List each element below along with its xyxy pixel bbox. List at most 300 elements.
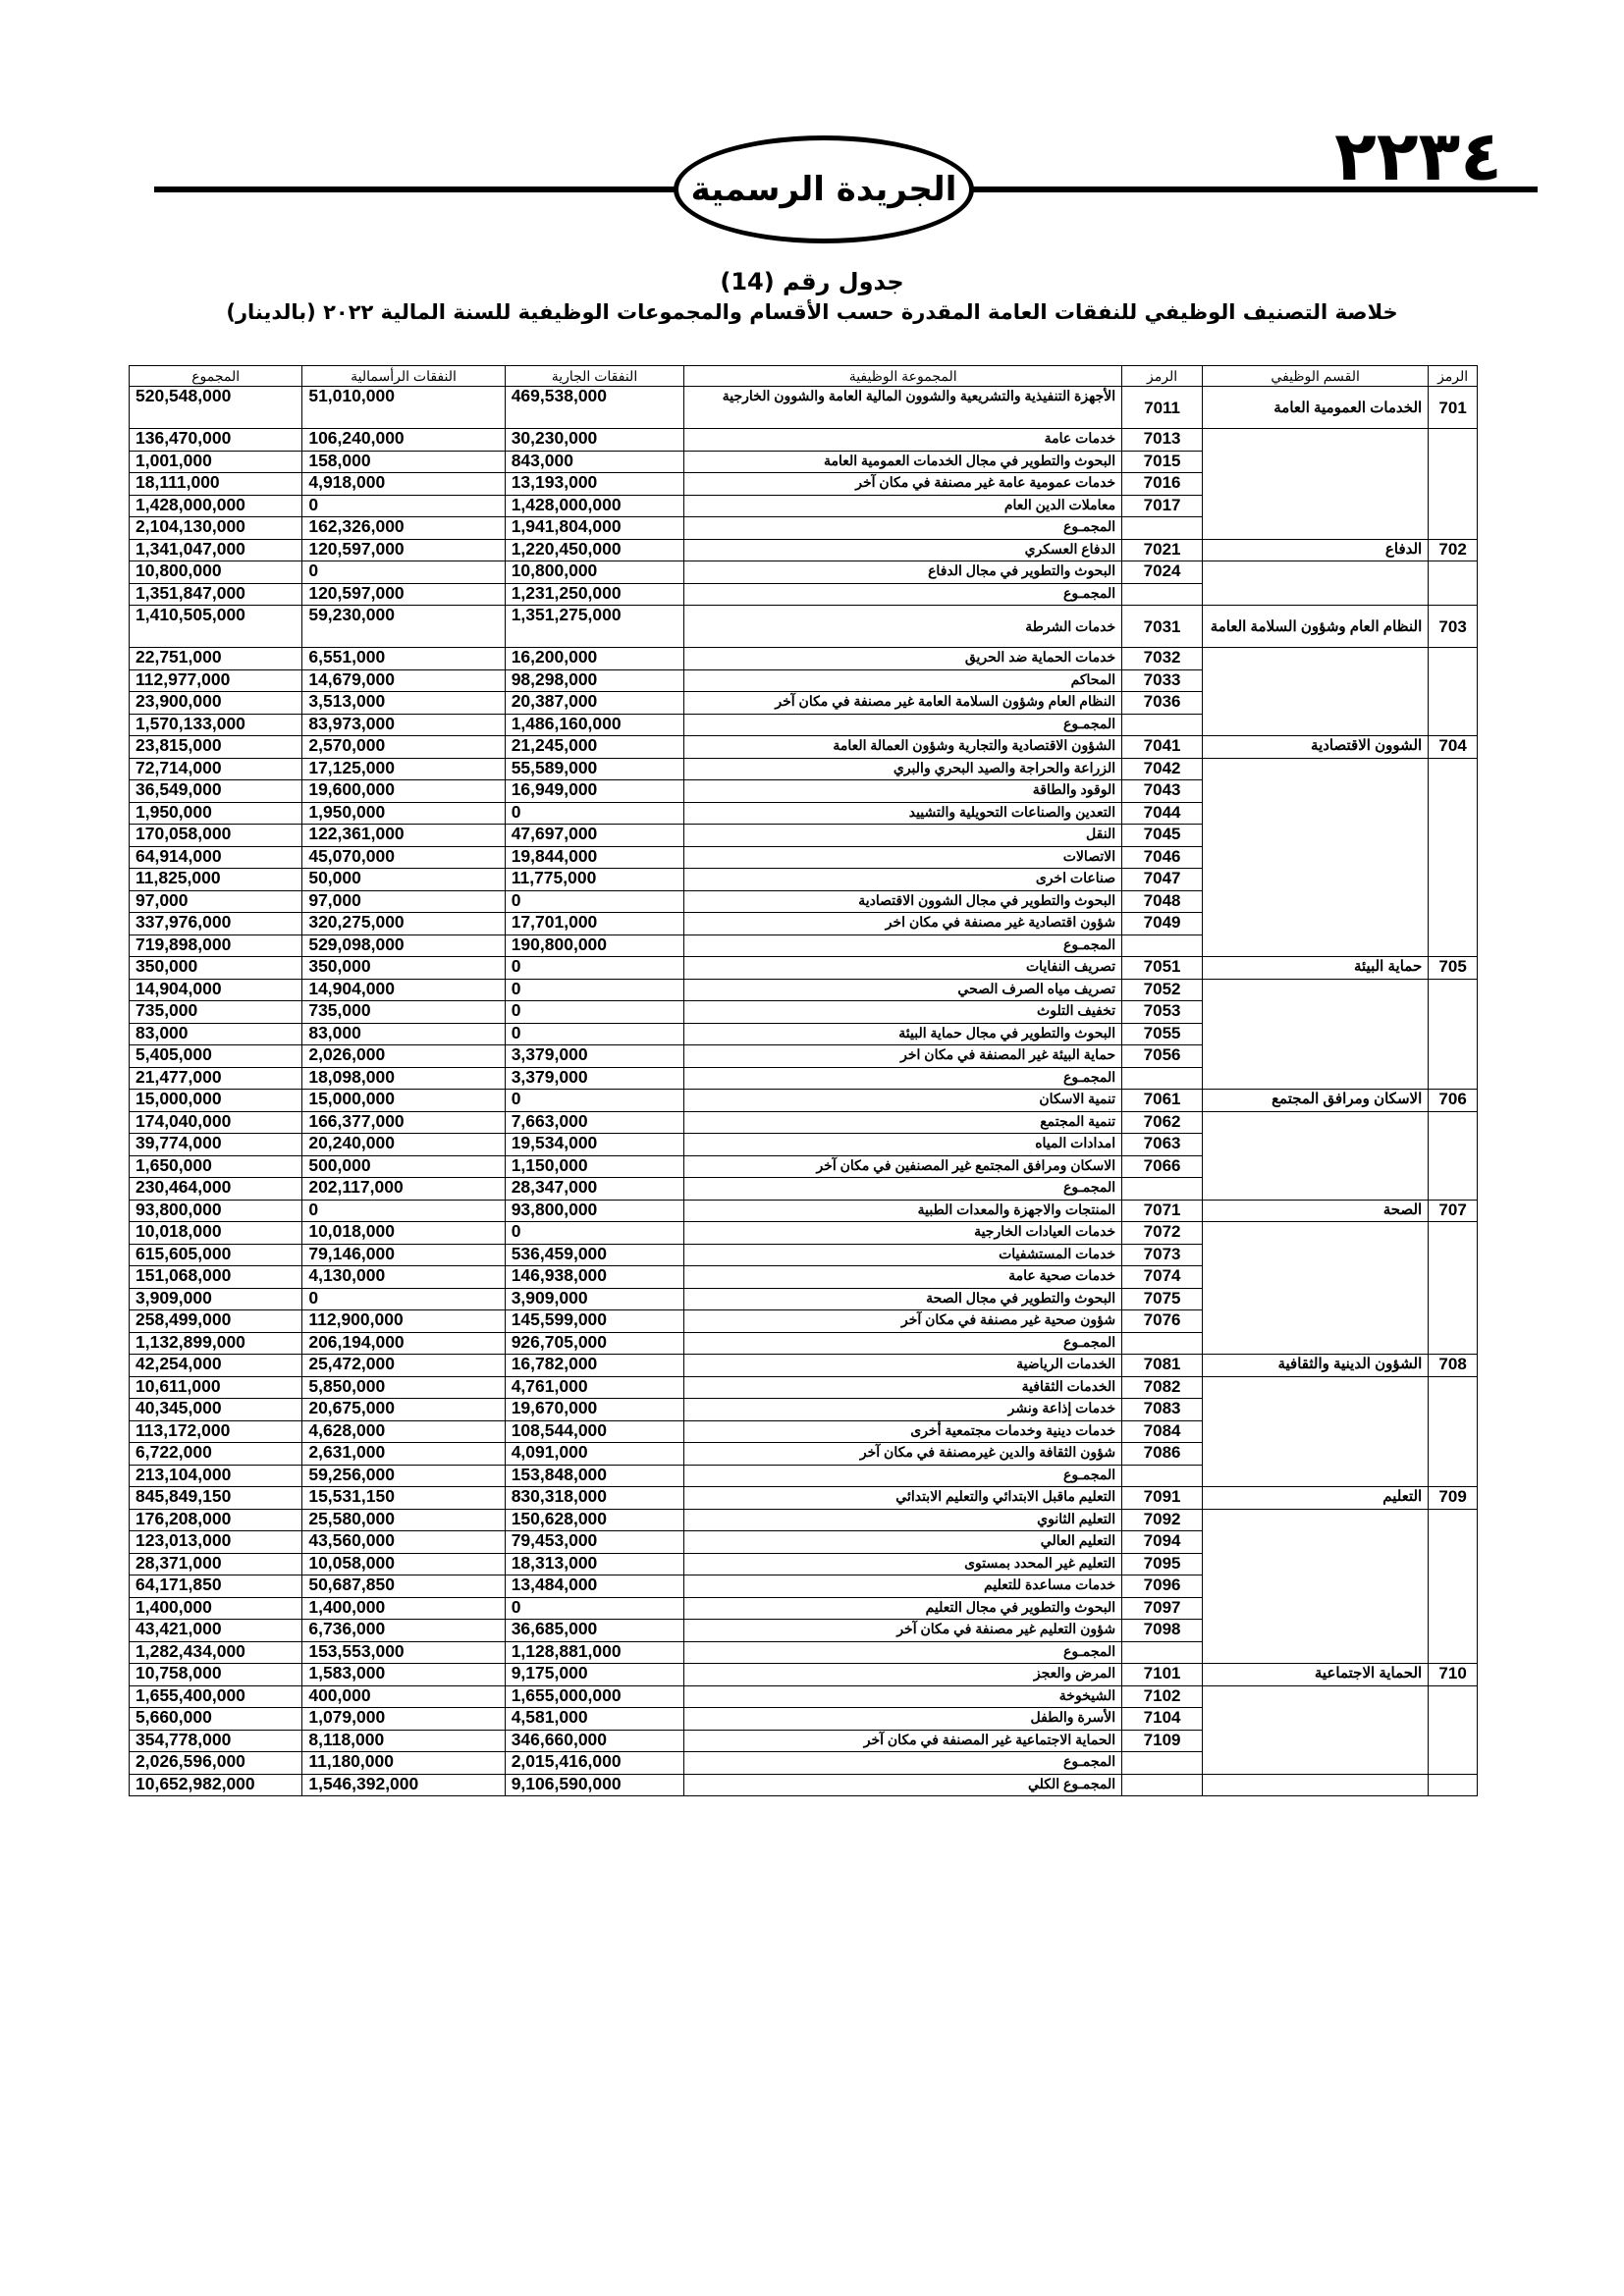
table-row	[130, 1509, 1478, 1531]
group-code: 7076	[1122, 1310, 1203, 1333]
current-value: 146,938,000	[505, 1266, 684, 1289]
table-number: جدول رقم (14)	[720, 268, 904, 295]
current-value: 55,589,000	[505, 758, 684, 780]
section-code-blank	[1429, 1774, 1478, 1796]
group-code: 7062	[1122, 1111, 1203, 1134]
capital-value: 79,146,000	[302, 1244, 505, 1266]
section-code-blank	[1429, 780, 1478, 803]
section-name-blank	[1203, 1399, 1429, 1421]
section-code-blank	[1429, 1067, 1478, 1090]
group-name: التعليم غير المحدد بمستوى	[684, 1553, 1122, 1575]
section-name-blank	[1203, 1685, 1429, 1708]
capital-value: 0	[302, 495, 505, 517]
subtotal-label: المجمـوع	[684, 714, 1122, 736]
subtotal-label: المجمـوع	[684, 1178, 1122, 1201]
section-name-blank	[1203, 714, 1429, 736]
section-name-blank	[1203, 869, 1429, 891]
total-value: 337,976,000	[130, 913, 302, 935]
current-value: 0	[505, 802, 684, 825]
section-code-blank	[1429, 583, 1478, 606]
group-code-blank	[1122, 1752, 1203, 1775]
subtotal-row	[130, 1641, 1478, 1664]
capital-value: 10,058,000	[302, 1553, 505, 1575]
group-name: خدمات العيادات الخارجية	[684, 1222, 1122, 1245]
subtotal-current: 190,800,000	[505, 934, 684, 957]
section-code-blank	[1429, 1266, 1478, 1289]
header-current: النفقات الجارية	[505, 366, 684, 387]
group-name: النظام العام وشؤون السلامة العامة غير مصنفة في مكان آخر	[684, 692, 1122, 715]
table-row	[130, 1708, 1478, 1731]
capital-value: 120,597,000	[302, 539, 505, 561]
current-value: 17,701,000	[505, 913, 684, 935]
group-name: البحوث والتطوير في مجال حماية البيئة	[684, 1023, 1122, 1045]
capital-value: 51,010,000	[302, 387, 505, 429]
subtotal-current: 1,128,881,000	[505, 1641, 684, 1664]
group-code: 7043	[1122, 780, 1203, 803]
section-code-blank	[1429, 1332, 1478, 1355]
subtotal-label: المجمـوع	[684, 1067, 1122, 1090]
current-value: 98,298,000	[505, 669, 684, 692]
section-code-blank	[1429, 1531, 1478, 1554]
group-name: الأسرة والطفل	[684, 1708, 1122, 1731]
group-code: 7071	[1122, 1200, 1203, 1222]
section-code: 709	[1429, 1487, 1478, 1510]
total-value: 1,341,047,000	[130, 539, 302, 561]
capital-value: 97,000	[302, 890, 505, 913]
section-name-blank	[1203, 1111, 1429, 1134]
group-name: المحاكم	[684, 669, 1122, 692]
section-name-blank	[1203, 913, 1429, 935]
section-code-blank	[1429, 1288, 1478, 1310]
section-name-blank	[1203, 1443, 1429, 1466]
group-name: خدمات إذاعة ونشر	[684, 1399, 1122, 1421]
capital-value: 350,000	[302, 957, 505, 980]
capital-value: 1,950,000	[302, 802, 505, 825]
subtotal-row	[130, 517, 1478, 540]
total-value: 174,040,000	[130, 1111, 302, 1134]
capital-value: 2,631,000	[302, 1443, 505, 1466]
section-name: الشوون الاقتصادية	[1203, 736, 1429, 759]
group-name: التعليم العالي	[684, 1531, 1122, 1554]
capital-value: 6,736,000	[302, 1620, 505, 1642]
section-name-blank	[1203, 692, 1429, 715]
current-value: 20,387,000	[505, 692, 684, 715]
group-name: النقل	[684, 825, 1122, 847]
section-name-blank	[1203, 1155, 1429, 1178]
current-value: 1,655,000,000	[505, 1685, 684, 1708]
section-name: الصحة	[1203, 1200, 1429, 1222]
table-row	[130, 539, 1478, 561]
page-number: ٢٢٣٤	[1334, 116, 1502, 196]
table-row	[130, 692, 1478, 715]
capital-value: 10,018,000	[302, 1222, 505, 1245]
subtotal-current: 3,379,000	[505, 1067, 684, 1090]
subtotal-total: 2,104,130,000	[130, 517, 302, 540]
group-code: 7053	[1122, 1001, 1203, 1024]
group-code: 7021	[1122, 539, 1203, 561]
section-name-blank	[1203, 495, 1429, 517]
table-row	[130, 451, 1478, 473]
group-name: الوقود والطاقة	[684, 780, 1122, 803]
group-code: 7091	[1122, 1487, 1203, 1510]
capital-value: 0	[302, 561, 505, 584]
subtotal-capital: 11,180,000	[302, 1752, 505, 1775]
current-value: 145,599,000	[505, 1310, 684, 1333]
section-code-blank	[1429, 473, 1478, 496]
group-code: 7046	[1122, 846, 1203, 869]
group-code-blank	[1122, 1774, 1203, 1796]
section-name-blank	[1203, 1067, 1429, 1090]
section-code-blank	[1429, 1685, 1478, 1708]
table-row	[130, 1730, 1478, 1752]
current-value: 536,459,000	[505, 1244, 684, 1266]
current-value: 18,313,000	[505, 1553, 684, 1575]
section-name-blank	[1203, 1420, 1429, 1443]
group-name: البحوث والتطوير في مجال التعليم	[684, 1597, 1122, 1620]
current-value: 47,697,000	[505, 825, 684, 847]
section-code-blank	[1429, 758, 1478, 780]
total-value: 1,655,400,000	[130, 1685, 302, 1708]
subtotal-capital: 153,553,000	[302, 1641, 505, 1664]
table-row	[130, 1045, 1478, 1068]
total-value: 97,000	[130, 890, 302, 913]
group-name: تنمية المجتمع	[684, 1111, 1122, 1134]
current-value: 0	[505, 979, 684, 1001]
section-code-blank	[1429, 1641, 1478, 1664]
current-value: 108,544,000	[505, 1420, 684, 1443]
section-name-blank	[1203, 429, 1429, 452]
group-name: معاملات الدين العام	[684, 495, 1122, 517]
capital-value: 400,000	[302, 1685, 505, 1708]
total-value: 10,758,000	[130, 1664, 302, 1686]
group-code: 7086	[1122, 1443, 1203, 1466]
total-value: 3,909,000	[130, 1288, 302, 1310]
group-name: صناعات اخرى	[684, 869, 1122, 891]
grand-total-total: 10,652,982,000	[130, 1774, 302, 1796]
total-value: 615,605,000	[130, 1244, 302, 1266]
table-row	[130, 890, 1478, 913]
current-value: 1,150,000	[505, 1155, 684, 1178]
section-name-blank	[1203, 825, 1429, 847]
table-row	[130, 473, 1478, 496]
grand-total-capital: 1,546,392,000	[302, 1774, 505, 1796]
current-value: 4,581,000	[505, 1708, 684, 1731]
group-code: 7049	[1122, 913, 1203, 935]
group-code: 7051	[1122, 957, 1203, 980]
total-value: 176,208,000	[130, 1509, 302, 1531]
section-name: التعليم	[1203, 1487, 1429, 1510]
subtotal-current: 1,941,804,000	[505, 517, 684, 540]
header-rule-left	[154, 187, 684, 192]
table-row	[130, 495, 1478, 517]
gazette-title-oval	[674, 135, 974, 243]
capital-value: 5,850,000	[302, 1376, 505, 1399]
table-row	[130, 1376, 1478, 1399]
subtotal-capital: 18,098,000	[302, 1067, 505, 1090]
group-name: خدمات المستشفيات	[684, 1244, 1122, 1266]
total-value: 123,013,000	[130, 1531, 302, 1554]
table-row	[130, 1222, 1478, 1245]
section-code-blank	[1429, 1420, 1478, 1443]
subtotal-capital: 83,973,000	[302, 714, 505, 736]
section-code-blank	[1429, 1730, 1478, 1752]
group-name: الخدمات الرياضية	[684, 1355, 1122, 1377]
group-code: 7016	[1122, 473, 1203, 496]
group-name: التعليم الثانوي	[684, 1509, 1122, 1531]
expenditure-table	[129, 365, 1478, 1796]
subtotal-label: المجمـوع	[684, 1752, 1122, 1775]
current-value: 3,379,000	[505, 1045, 684, 1068]
section-name-blank	[1203, 1620, 1429, 1642]
current-value: 13,193,000	[505, 473, 684, 496]
table-row	[130, 758, 1478, 780]
total-value: 23,815,000	[130, 736, 302, 759]
section-code-blank	[1429, 1465, 1478, 1487]
group-name: الشيخوخة	[684, 1685, 1122, 1708]
current-value: 346,660,000	[505, 1730, 684, 1752]
total-value: 15,000,000	[130, 1090, 302, 1112]
capital-value: 43,560,000	[302, 1531, 505, 1554]
current-value: 36,685,000	[505, 1620, 684, 1642]
capital-value: 1,400,000	[302, 1597, 505, 1620]
group-name: الأجهزة التنفيذية والتشريعية والشوون المالية العامة والشوون الخارجية	[684, 387, 1122, 429]
table-row	[130, 846, 1478, 869]
header-capital: النفقات الرأسمالية	[302, 366, 505, 387]
capital-value: 0	[302, 1200, 505, 1222]
subtotal-total: 1,351,847,000	[130, 583, 302, 606]
table-row	[130, 1090, 1478, 1112]
section-name-blank	[1203, 561, 1429, 584]
section-code-blank	[1429, 495, 1478, 517]
subtotal-row	[130, 1465, 1478, 1487]
group-name: البحوث والتطوير في مجال الدفاع	[684, 561, 1122, 584]
total-value: 1,428,000,000	[130, 495, 302, 517]
capital-value: 2,570,000	[302, 736, 505, 759]
current-value: 93,800,000	[505, 1200, 684, 1222]
section-code-blank	[1429, 1134, 1478, 1156]
capital-value: 50,687,850	[302, 1575, 505, 1598]
subtotal-row	[130, 934, 1478, 957]
table-row	[130, 1597, 1478, 1620]
section-code-blank	[1429, 825, 1478, 847]
current-value: 4,761,000	[505, 1376, 684, 1399]
total-value: 1,410,505,000	[130, 606, 302, 648]
table-caption: خلاصة التصنيف الوظيفي للنفقات العامة المقدرة حسب الأقسام والمجموعات الوظيفية للسنة المالية ٢٠٢٢ (بالدينار)	[226, 300, 1398, 324]
subtotal-capital: 120,597,000	[302, 583, 505, 606]
current-value: 9,175,000	[505, 1664, 684, 1686]
current-value: 1,428,000,000	[505, 495, 684, 517]
current-value: 3,909,000	[505, 1288, 684, 1310]
group-code: 7101	[1122, 1664, 1203, 1686]
capital-value: 2,026,000	[302, 1045, 505, 1068]
total-value: 22,751,000	[130, 648, 302, 670]
table-row	[130, 1310, 1478, 1333]
total-value: 113,172,000	[130, 1420, 302, 1443]
grand-total-label: المجمـوع الكلي	[684, 1774, 1122, 1796]
current-value: 7,663,000	[505, 1111, 684, 1134]
group-name: البحوث والتطوير في مجال الصحة	[684, 1288, 1122, 1310]
section-code: 706	[1429, 1090, 1478, 1112]
section-name-blank	[1203, 1288, 1429, 1310]
group-code: 7083	[1122, 1399, 1203, 1421]
table-row	[130, 1443, 1478, 1466]
subtotal-total: 21,477,000	[130, 1067, 302, 1090]
total-value: 1,950,000	[130, 802, 302, 825]
section-name-blank	[1203, 1465, 1429, 1487]
section-name-blank	[1203, 1708, 1429, 1731]
total-value: 1,001,000	[130, 451, 302, 473]
group-name: شؤون صحية غير مصنفة في مكان آخر	[684, 1310, 1122, 1333]
group-code: 7045	[1122, 825, 1203, 847]
section-code-blank	[1429, 1708, 1478, 1731]
total-value: 112,977,000	[130, 669, 302, 692]
total-value: 151,068,000	[130, 1266, 302, 1289]
capital-value: 320,275,000	[302, 913, 505, 935]
section-code-blank	[1429, 1244, 1478, 1266]
current-value: 4,091,000	[505, 1443, 684, 1466]
table-row	[130, 979, 1478, 1001]
group-code: 7031	[1122, 606, 1203, 648]
total-value: 40,345,000	[130, 1399, 302, 1421]
subtotal-row	[130, 1067, 1478, 1090]
group-name: الاتصالات	[684, 846, 1122, 869]
section-code-blank	[1429, 890, 1478, 913]
total-value: 36,549,000	[130, 780, 302, 803]
table-row	[130, 1111, 1478, 1134]
current-value: 10,800,000	[505, 561, 684, 584]
section-name-blank	[1203, 1752, 1429, 1775]
current-value: 469,538,000	[505, 387, 684, 429]
section-code-blank	[1429, 669, 1478, 692]
total-value: 10,800,000	[130, 561, 302, 584]
current-value: 11,775,000	[505, 869, 684, 891]
group-name: الحماية الاجتماعية غير المصنفة في مكان آخر	[684, 1730, 1122, 1752]
section-code-blank	[1429, 1553, 1478, 1575]
subtotal-capital: 202,117,000	[302, 1178, 505, 1201]
table-row	[130, 1134, 1478, 1156]
table-row	[130, 648, 1478, 670]
current-value: 79,453,000	[505, 1531, 684, 1554]
subtotal-total: 2,026,596,000	[130, 1752, 302, 1775]
total-value: 42,254,000	[130, 1355, 302, 1377]
section-code-blank	[1429, 1752, 1478, 1775]
subtotal-row	[130, 1752, 1478, 1775]
current-value: 0	[505, 1597, 684, 1620]
table-row	[130, 1355, 1478, 1377]
current-value: 150,628,000	[505, 1509, 684, 1531]
group-code: 7041	[1122, 736, 1203, 759]
gazette-title: الجريدة الرسمية	[690, 170, 957, 209]
total-value: 735,000	[130, 1001, 302, 1024]
total-value: 23,900,000	[130, 692, 302, 715]
capital-value: 0	[302, 1288, 505, 1310]
total-value: 170,058,000	[130, 825, 302, 847]
section-code-blank	[1429, 1509, 1478, 1531]
total-value: 43,421,000	[130, 1620, 302, 1642]
grand-total-current: 9,106,590,000	[505, 1774, 684, 1796]
capital-value: 112,900,000	[302, 1310, 505, 1333]
subtotal-label: المجمـوع	[684, 934, 1122, 957]
current-value: 0	[505, 1222, 684, 1245]
table-row	[130, 1685, 1478, 1708]
section-name-blank	[1203, 517, 1429, 540]
group-name: خدمات عمومية عامة غير مصنفة في مكان آخر	[684, 473, 1122, 496]
section-code-blank	[1429, 979, 1478, 1001]
table-row	[130, 429, 1478, 452]
capital-value: 14,679,000	[302, 669, 505, 692]
capital-value: 4,130,000	[302, 1266, 505, 1289]
section-name-blank	[1203, 1575, 1429, 1598]
total-value: 136,470,000	[130, 429, 302, 452]
total-value: 83,000	[130, 1023, 302, 1045]
current-value: 843,000	[505, 451, 684, 473]
group-name: شؤون الثقافة والدين غيرمصنفة في مكان آخر	[684, 1443, 1122, 1466]
group-code: 7017	[1122, 495, 1203, 517]
capital-value: 4,918,000	[302, 473, 505, 496]
group-code: 7036	[1122, 692, 1203, 715]
current-value: 0	[505, 957, 684, 980]
grand-total-row	[130, 1774, 1478, 1796]
subtotal-current: 1,486,160,000	[505, 714, 684, 736]
section-code-blank	[1429, 846, 1478, 869]
section-name-blank	[1203, 1774, 1429, 1796]
group-code-blank	[1122, 583, 1203, 606]
group-code: 7097	[1122, 1597, 1203, 1620]
section-code-blank	[1429, 1575, 1478, 1598]
group-code: 7048	[1122, 890, 1203, 913]
subtotal-label: المجمـوع	[684, 1641, 1122, 1664]
current-value: 1,220,450,000	[505, 539, 684, 561]
total-value: 258,499,000	[130, 1310, 302, 1333]
total-value: 39,774,000	[130, 1134, 302, 1156]
group-code: 7102	[1122, 1685, 1203, 1708]
section-name-blank	[1203, 1244, 1429, 1266]
group-name: البحوث والتطوير في مجال الخدمات العمومية العامة	[684, 451, 1122, 473]
subtotal-total: 213,104,000	[130, 1465, 302, 1487]
section-name-blank	[1203, 1509, 1429, 1531]
section-name-blank	[1203, 1134, 1429, 1156]
section-name: الاسكان ومرافق المجتمع	[1203, 1090, 1429, 1112]
subtotal-current: 1,231,250,000	[505, 583, 684, 606]
table-row	[130, 957, 1478, 980]
section-code-blank	[1429, 1399, 1478, 1421]
section-name-blank	[1203, 1266, 1429, 1289]
total-value: 14,904,000	[130, 979, 302, 1001]
section-code-blank	[1429, 561, 1478, 584]
capital-value: 6,551,000	[302, 648, 505, 670]
capital-value: 500,000	[302, 1155, 505, 1178]
section-code: 707	[1429, 1200, 1478, 1222]
current-value: 1,351,275,000	[505, 606, 684, 648]
section-name-blank	[1203, 846, 1429, 869]
table-row	[130, 1266, 1478, 1289]
capital-value: 166,377,000	[302, 1111, 505, 1134]
group-code: 7082	[1122, 1376, 1203, 1399]
capital-value: 3,513,000	[302, 692, 505, 715]
section-name-blank	[1203, 1178, 1429, 1201]
group-code-blank	[1122, 517, 1203, 540]
subtotal-row	[130, 583, 1478, 606]
section-code-blank	[1429, 934, 1478, 957]
subtotal-current: 28,347,000	[505, 1178, 684, 1201]
group-code-blank	[1122, 1465, 1203, 1487]
current-value: 19,670,000	[505, 1399, 684, 1421]
group-code: 7104	[1122, 1708, 1203, 1731]
section-code-blank	[1429, 802, 1478, 825]
section-name-blank	[1203, 1222, 1429, 1245]
group-code: 7033	[1122, 669, 1203, 692]
section-name-blank	[1203, 648, 1429, 670]
